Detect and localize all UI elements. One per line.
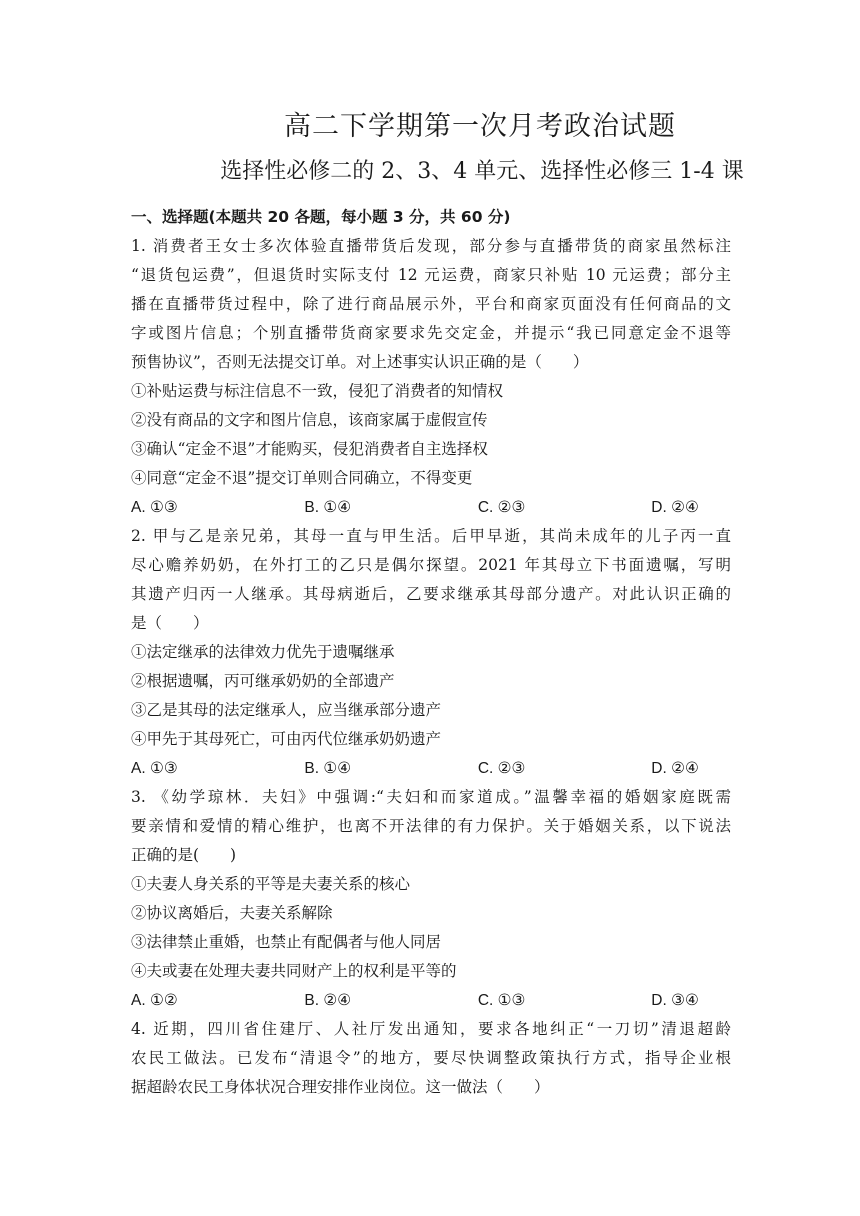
question-stem-line: 是（ ） bbox=[131, 614, 209, 632]
question-stem-line: 预售协议”，否则无法提交订单。对上述事实认识正确的是（ ） bbox=[131, 353, 589, 371]
option-a: A. ①② bbox=[131, 992, 178, 1009]
statement: ②协议离婚后，夫妻关系解除 bbox=[131, 904, 333, 922]
question-stem-line: 4. 近期，四川省住建厅、人社厅发出通知，要求各地纠正“一刀切”清退超龄 bbox=[131, 1020, 731, 1038]
question-stem-line: 1. 消费者王女士多次体验直播带货后发现，部分参与直播带货的商家虽然标注 bbox=[131, 237, 731, 255]
question-stem-line: 农民工做法。已发布“清退令”的地方，要尽快调整政策执行方式，指导企业根 bbox=[131, 1049, 731, 1067]
option-b: B. ②④ bbox=[304, 992, 352, 1009]
statement: ①法定继承的法律效力优先于遗嘱继承 bbox=[131, 643, 395, 661]
section-heading: 一、选择题(本题共 20 各题，每小题 3 分，共 60 分) bbox=[131, 208, 511, 226]
statement: ③法律禁止重婚，也禁止有配偶者与他人同居 bbox=[131, 933, 442, 951]
option-b: B. ①④ bbox=[304, 760, 352, 777]
question-stem-line: 2. 甲与乙是亲兄弟，其母一直与甲生活。后甲早逝，其尚未成年的儿子丙一直 bbox=[131, 527, 731, 545]
option-d: D. ②④ bbox=[651, 499, 699, 516]
option-a: A. ①③ bbox=[131, 760, 178, 777]
question-stem-line: 3. 《幼学琼林．夫妇》中强调:“夫妇和而家道成。”温馨幸福的婚姻家庭既需 bbox=[131, 788, 731, 806]
exam-content bbox=[131, 203, 731, 1102]
answer-options bbox=[131, 493, 731, 522]
option-d: D. ②④ bbox=[651, 760, 699, 777]
page-subtitle: 选择性必修二的 2、3、4 单元、选择性必修三 1-4 课 bbox=[220, 159, 744, 184]
question-stem-line: 字或图片信息；个别直播带货商家要求先交定金，并提示“我已同意定金不退等 bbox=[131, 324, 731, 342]
question-1 bbox=[131, 232, 731, 522]
statement: ③乙是其母的法定继承人，应当继承部分遗产 bbox=[131, 701, 442, 719]
option-c: C. ②③ bbox=[477, 499, 526, 516]
option-c: C. ②③ bbox=[477, 760, 526, 777]
question-stem-line: “退货包运费”，但退货时实际支付 12 元运费，商家只补贴 10 元运费；部分主 bbox=[131, 266, 731, 284]
question-stem-line: 据超龄农民工身体状况合理安排作业岗位。这一做法（ ） bbox=[131, 1078, 550, 1096]
statement: ②根据遗嘱，丙可继承奶奶的全部遗产 bbox=[131, 672, 395, 690]
statement: ①补贴运费与标注信息不一致，侵犯了消费者的知情权 bbox=[131, 382, 504, 400]
option-d: D. ③④ bbox=[651, 992, 699, 1009]
option-a: A. ①③ bbox=[131, 499, 178, 516]
statement: ③确认“定金不退”才能购买，侵犯消费者自主选择权 bbox=[131, 440, 488, 458]
question-stem-line: 尽心赡养奶奶，在外打工的乙只是偶尔探望。2021 年其母立下书面遗嘱，写明 bbox=[131, 556, 731, 574]
option-c: C. ①③ bbox=[477, 992, 526, 1009]
question-stem-line: 要亲情和爱情的精心维护，也离不开法律的有力保护。关于婚姻关系，以下说法 bbox=[131, 817, 731, 835]
statement: ②没有商品的文字和图片信息，该商家属于虚假宣传 bbox=[131, 411, 488, 429]
statement: ④同意“定金不退”提交订单则合同确立，不得变更 bbox=[131, 469, 473, 487]
option-b: B. ①④ bbox=[304, 499, 352, 516]
statement: ④夫或妻在处理夫妻共同财产上的权利是平等的 bbox=[131, 962, 457, 980]
question-stem-line: 播在直播带货过程中，除了进行商品展示外，平台和商家页面没有任何商品的文 bbox=[131, 295, 731, 313]
question-stem-line: 正确的是( ) bbox=[131, 846, 237, 864]
statement: ①夫妻人身关系的平等是夫妻关系的核心 bbox=[131, 875, 411, 893]
answer-options bbox=[131, 986, 731, 1015]
question-stem-line: 其遗产归丙一人继承。其母病逝后，乙要求继承其母部分遗产。对此认识正确的 bbox=[131, 585, 731, 603]
page-title: 高二下学期第一次月考政治试题 bbox=[284, 111, 676, 142]
question-4 bbox=[131, 1015, 731, 1102]
question-3 bbox=[131, 783, 731, 1015]
answer-options bbox=[131, 754, 731, 783]
question-2 bbox=[131, 522, 731, 783]
statement: ④甲先于其母死亡，可由丙代位继承奶奶遗产 bbox=[131, 730, 442, 748]
